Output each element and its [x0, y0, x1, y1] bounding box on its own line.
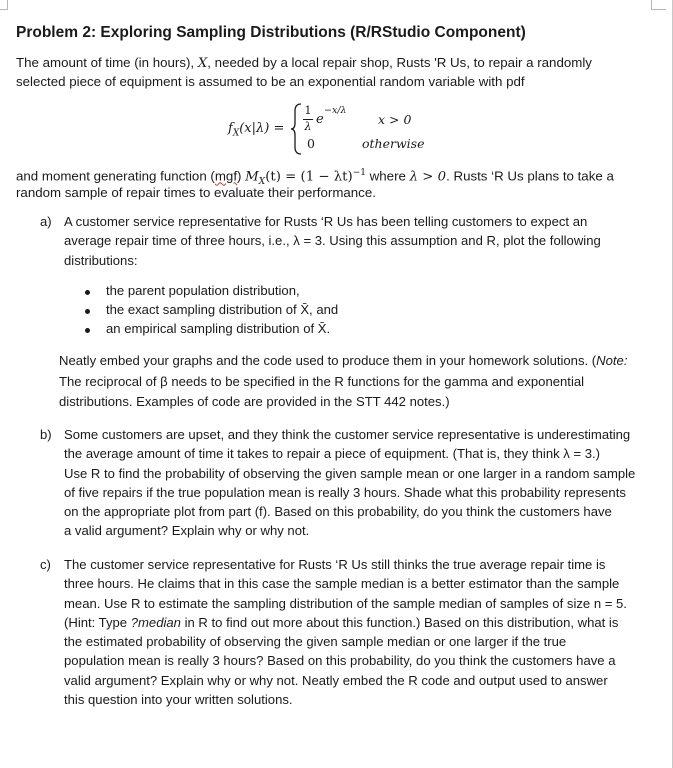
intro-line-2: selected piece of equipment is assumed to be an exponential random variable with pdf	[16, 74, 525, 89]
mgf-line-2: random sample of repair times to evaluate their performance.	[16, 185, 376, 200]
part-a-text	[64, 212, 601, 270]
text-line: The customer service representative for Rusts ‘R Us still thinks the true average repair time is	[64, 557, 606, 572]
text-line: population mean is really 3 hours? Based on this probability, do you think the customers have a	[64, 653, 616, 669]
note-text: Neatly embed your graphs and the code used to produce them in your homework solutions. (	[59, 353, 597, 368]
mgf-subscript: X	[258, 177, 266, 188]
fraction-numerator: 1	[304, 104, 312, 117]
text-line: mean. Use R to estimate the sampling distribution of the sample median of samples of size n = 5.	[64, 595, 627, 611]
bullet-item: an empirical sampling distribution of X̄.	[106, 321, 331, 336]
part-c-text	[64, 555, 627, 709]
bullet-dot	[85, 290, 90, 295]
text-line: on the appropriate plot from part (f). Based on this probability, do you think the customers have	[64, 504, 612, 520]
mgf-text: . Rusts ‘R Us plans to take a	[446, 168, 614, 184]
exp-base: e	[316, 112, 324, 127]
part-a-note	[59, 351, 627, 413]
intro-text: , needed by a local repair shop, Rusts 'R Us, to repair a randomly	[207, 55, 592, 70]
text-line: three hours. He claims that in this case the sample median is a better estimator than the sample	[64, 576, 620, 592]
hint-text: in R to find out more about this function.) Based on this distribution, what is	[180, 614, 619, 630]
part-a-marker: a)	[40, 214, 52, 229]
mgf-formula-rest: (t) = (1 − λt)	[265, 169, 353, 185]
text-line: valid argument? Explain why or why not. Neatly embed the R code and output used to answer	[64, 672, 608, 688]
text-line: A customer service representative for Rusts ‘R Us has been telling customers to expect an	[64, 214, 588, 229]
part-c-marker: c)	[40, 557, 51, 572]
mgf-text: where	[365, 168, 410, 184]
text-line: Some customers are upset, and they think the customer service representative is underestimating	[64, 427, 631, 442]
mgf-exponent: −1	[352, 168, 366, 178]
problem-title: Problem 2: Exploring Sampling Distributions (R/RStudio Component)	[16, 24, 526, 41]
pdf-lhs: $f_X(x|\lambda)$ =	[228, 121, 285, 139]
bullet-dot	[85, 328, 90, 333]
case2-value: 0	[307, 136, 315, 151]
text-line: the estimated probability of observing the given sample median or one larger if the true	[64, 634, 567, 650]
bullet-dot	[85, 309, 90, 314]
exp-power: −x/λ	[324, 105, 347, 116]
part-b-marker: b)	[40, 427, 52, 442]
text-line: of five repairs if the true population mean is really 3 hours. Shade what this probability represents	[64, 484, 626, 500]
note-label: Note:	[596, 353, 628, 368]
bullet-item: the exact sampling distribution of X̄, and	[106, 302, 339, 317]
text-line: average repair time of three hours, i.e., λ = 3. Using this assumption and R, plot the following	[64, 233, 601, 249]
text-line: distributions. Examples of code are provided in the STT 442 notes.)	[59, 394, 450, 409]
mgf-text: and moment generating function (	[16, 168, 215, 184]
lambda-condition: λ > 0	[409, 169, 447, 185]
text-line: distributions:	[64, 252, 138, 268]
mgf-formula: M	[245, 169, 259, 185]
text-line: Use R to find the probability of observing the given sample mean or one larger in a random sample	[64, 465, 636, 481]
text-line	[64, 613, 627, 632]
variable-x: X	[197, 56, 208, 71]
intro-text: The amount of time (in hours),	[16, 55, 198, 70]
hint-command: ?median	[130, 614, 181, 630]
margin-corner-mark	[0, 0, 8, 10]
text-line: the average amount of time it takes to repair a piece of equipment. (That is, they think λ = 3.)	[64, 446, 601, 462]
margin-corner-mark	[651, 0, 666, 10]
text-line: a valid argument? Explain why or why not.	[64, 523, 310, 539]
part-b-text	[64, 425, 635, 541]
mgf-text: )	[237, 168, 246, 184]
case1-condition: x > 0	[378, 112, 412, 127]
intro-line-1	[16, 53, 592, 73]
bullet-item: the parent population distribution,	[106, 283, 300, 298]
hint-text: (Hint: Type	[64, 614, 131, 630]
case2-condition: otherwise	[362, 136, 425, 151]
fraction-denominator: λ	[304, 120, 312, 133]
mgf-abbreviation-spellcheck: mgf	[214, 168, 238, 184]
text-line	[59, 351, 627, 372]
piecewise-brace	[290, 102, 304, 156]
text-line: this question into your written solutions.	[64, 692, 293, 708]
text-line: The reciprocal of β needs to be specified in the R functions for the gamma and exponential	[59, 373, 585, 389]
